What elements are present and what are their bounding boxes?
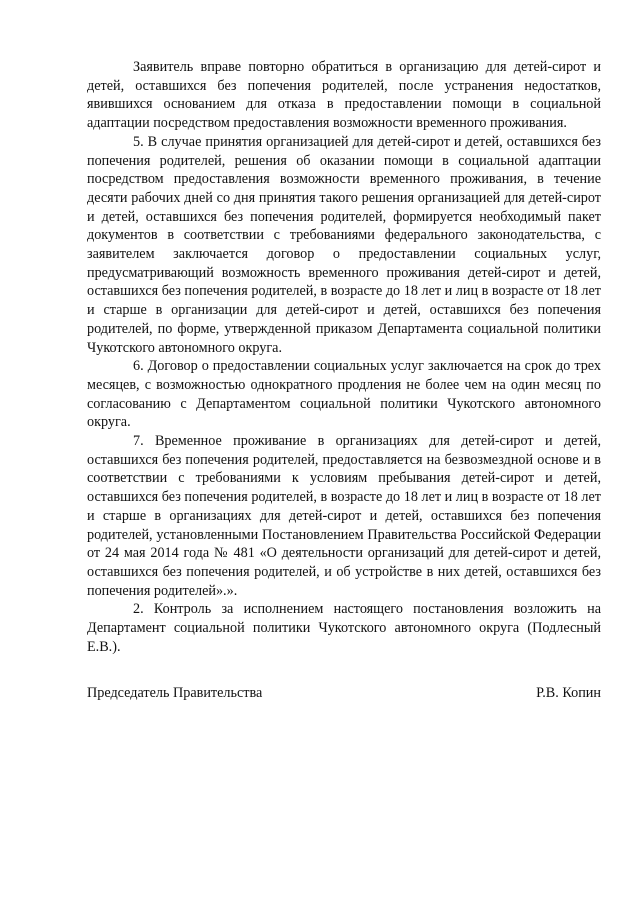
signature-block <box>87 684 601 703</box>
signatory-position: Председатель Правительства <box>87 685 263 701</box>
paragraph-item-7: 7. Временное проживание в организациях для детей-сирот и детей, оставшихся без попечения родителей, предоставляется на безвозмездной основе и в соответствии с требованиями к условиям пребывания детей-сирот и детей, оставшихся без попечения родителей, в возрасте до 18 лет и лиц в возрасте от 18 лет и старше в организациях для детей-сирот и детей, оставшихся без попечения родителей, установленными Постановлением Правительства Российской Федерации от 24 мая 2014 года № 481 «О деятельности организаций для детей-сирот и детей, оставшихся без попечения родителей, и об устройстве в них детей, оставшихся без попечения родителей».». <box>87 433 601 599</box>
paragraph-item-5: 5. В случае принятия организацией для детей-сирот и детей, оставшихся без попечения родителей, решения об оказании помощи в социальной адаптации посредством предоставления возможности временного проживания, в течение десяти рабочих дней со дня принятия такого решения организацией для детей-сирот и детей, оставшихся без попечения родителей, формируется необходимый пакет документов в соответствии с требованиями федерального законодательства, с заявителем заключается договор о предоставлении социальных услуг, предусматривающий возможность временного проживания детей-сирот и детей, оставшихся без попечения родителей, в возрасте до 18 лет и лиц в возрасте от 18 лет и старше в организации для детей-сирот и детей, оставшихся без попечения родителей, по форме, утвержденной приказом Департамента социальной политики Чукотского автономного округа. <box>87 133 601 356</box>
paragraph-item-6: 6. Договор о предоставлении социальных услуг заключается на срок до трех месяцев, с возможностью однократного продления не более чем на один месяц по согласованию с Департаментом социальной политики Чукотского автономного округа. <box>87 358 601 431</box>
paragraph-reapply: Заявитель вправе повторно обратиться в организацию для детей-сирот и детей, оставшихся без попечения родителей, после устранения недостатков, явившихся основанием для отказа в предоставлении помощи в социальной адаптации посредством предоставления возможности временного проживания. <box>87 59 601 132</box>
paragraph-control: 2. Контроль за исполнением настоящего постановления возложить на Департамент социальной политики Чукотского автономного округа (Подлесный Е.В.). <box>87 601 601 655</box>
document-body <box>87 58 601 657</box>
signatory-name: Р.В. Копин <box>536 685 601 701</box>
